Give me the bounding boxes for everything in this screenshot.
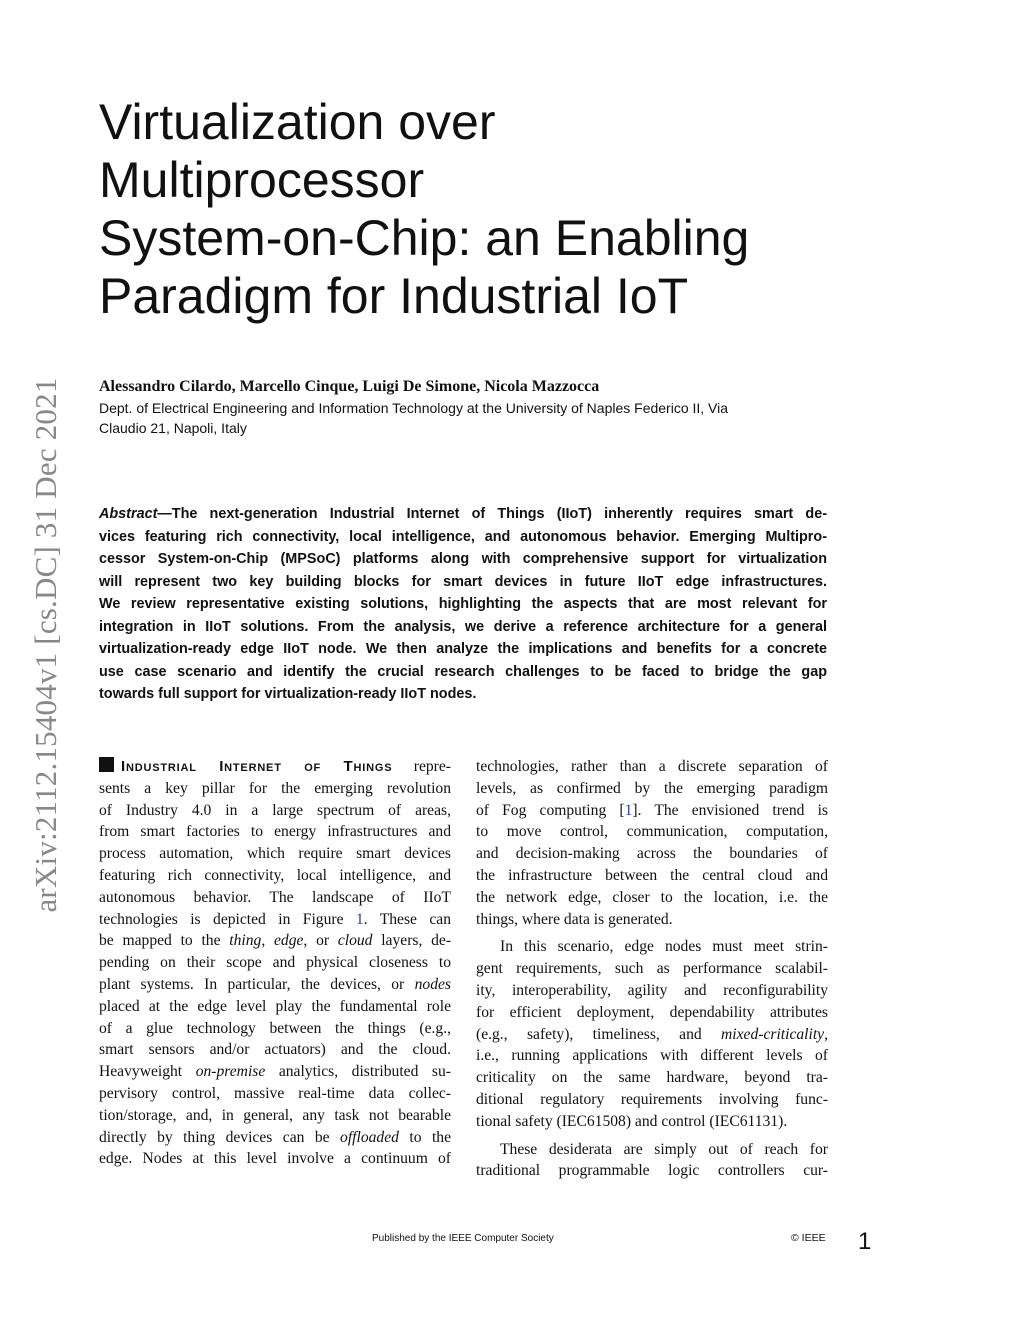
- body-line: the infrastructure between the central cloud and: [476, 866, 828, 884]
- abstract-line: vices featuring rich connectivity, local intelligence, and autonomous behavior. Emerging Multipro-: [99, 528, 827, 545]
- body-line: process automation, which require smart devices: [99, 845, 451, 863]
- body-line: tional safety (IEC61508) and control (IEC61131).: [476, 1112, 788, 1130]
- affiliation: [99, 398, 829, 438]
- body-line: levels, as confirmed by the emerging paradigm: [476, 779, 828, 797]
- title-line: System-on-Chip: an Enabling: [99, 210, 750, 266]
- body-line: from smart factories to energy infrastructures and: [99, 823, 451, 841]
- body-line: In this scenario, edge nodes must meet strin-: [500, 938, 828, 956]
- affiliation-line: Dept. of Electrical Engineering and Information Technology at the University of Naples Federico II, Via: [99, 400, 729, 416]
- page-number: 1: [858, 1228, 872, 1255]
- body-line: pending on their scope and physical closeness to: [99, 954, 451, 972]
- body-line: sents a key pillar for the emerging revolution: [99, 779, 451, 797]
- body-line: of a glue technology between the things (e.g.,: [99, 1019, 451, 1037]
- title-line: Virtualization over: [99, 94, 496, 150]
- body-line: smart sensors and/or actuators) and the cloud.: [99, 1041, 451, 1059]
- author-list: Alessandro Cilardo, Marcello Cinque, Luigi De Simone, Nicola Mazzocca: [99, 378, 600, 395]
- abstract-line: towards full support for virtualization-ready IIoT nodes.: [99, 686, 477, 702]
- arxiv-stamp: [10, 350, 82, 940]
- title-line: Paradigm for Industrial IoT: [99, 268, 689, 324]
- body-line: featuring rich connectivity, local intelligence, and: [99, 866, 451, 884]
- body-line: be mapped to the thing, edge, or cloud layers, de-: [99, 932, 452, 950]
- abstract-line: integration in IIoT solutions. From the analysis, we derive a reference architecture for a general: [99, 618, 827, 635]
- body-line: pervisory control, massive real-time data collec-: [99, 1084, 451, 1102]
- abstract-line: use case scenario and identify the crucial research challenges to be faced to bridge the gap: [99, 663, 827, 680]
- body-line: for efficient deployment, dependability attributes: [476, 1003, 828, 1021]
- body-line: the network edge, closer to the location, i.e. the: [476, 888, 828, 906]
- body-line: to move control, communication, computation,: [476, 823, 828, 841]
- abstract: [99, 503, 827, 706]
- body-line: edge. Nodes at this level involve a continuum of: [99, 1150, 451, 1168]
- body-column-right: [476, 756, 828, 1182]
- body-line: ity, interoperability, agility and reconfigurability: [476, 981, 828, 999]
- body-line: and decision-making across the boundaries of: [476, 845, 828, 863]
- body-line: (e.g., safety), timeliness, and mixed-criticality,: [476, 1025, 828, 1043]
- body-line: of Industry 4.0 in a large spectrum of areas,: [99, 801, 451, 819]
- affiliation-line: Claudio 21, Napoli, Italy: [99, 420, 247, 436]
- citation-link[interactable]: 1: [624, 801, 633, 819]
- abstract-line: will represent two key building blocks for smart devices in future IIoT edge infrastructures.: [99, 573, 827, 590]
- body-line: Heavyweight on-premise analytics, distributed su-: [99, 1063, 451, 1081]
- section-marker-square: [99, 757, 114, 772]
- abstract-line: virtualization-ready edge IIoT node. We then analyze the implications and benefits for a concrete: [99, 641, 827, 657]
- abstract-label: Abstract: [99, 506, 158, 522]
- body-line: gent requirements, such as performance scalabil-: [476, 960, 828, 978]
- figure-reference-link[interactable]: 1: [355, 910, 364, 928]
- body-line: things, where data is generated.: [476, 910, 673, 928]
- arxiv-id: arXiv:2112.15404v1 [cs.DC] 31 Dec 2021: [28, 377, 63, 913]
- body-line: traditional programmable logic controllers cur-: [476, 1162, 828, 1180]
- title-line: Multiprocessor: [99, 152, 425, 208]
- body-line: criticality on the same hardware, beyond tra-: [476, 1069, 828, 1087]
- body-line: placed at the edge level play the fundamental role: [99, 997, 451, 1015]
- body-line: These desiderata are simply out of reach for: [500, 1140, 828, 1158]
- abstract-text: —The next-generation Industrial Internet of Things (IIoT) inherently requires smart de-: [157, 506, 827, 522]
- section-heading: Industrial Internet of Things: [121, 758, 393, 775]
- footer-publisher: Published by the IEEE Computer Society: [372, 1233, 554, 1244]
- body-line: Industrial Internet of Things repre-: [99, 756, 451, 778]
- body-line: technologies, rather than a discrete separation of: [476, 758, 828, 775]
- body-line: i.e., running applications with different levels of: [476, 1047, 828, 1065]
- body-line: ditional regulatory requirements involving func-: [476, 1090, 828, 1108]
- body-line: autonomous behavior. The landscape of IIoT: [99, 888, 451, 906]
- abstract-line: cessor System-on-Chip (MPSoC) platforms along with comprehensive support for virtualization: [99, 551, 827, 567]
- abstract-line: [99, 503, 827, 526]
- body-column-left: [99, 756, 451, 1170]
- abstract-line: We review representative existing solutions, highlighting the aspects that are most relevant for: [99, 596, 827, 612]
- body-line: plant systems. In particular, the devices, or nodes: [99, 975, 451, 993]
- body-line: tion/storage, and, in general, any task not bearable: [99, 1106, 451, 1124]
- body-line: directly by thing devices can be offloaded to the: [99, 1128, 451, 1146]
- footer-copyright: © IEEE: [791, 1232, 826, 1244]
- body-line: technologies is depicted in Figure 1. These can: [99, 910, 451, 928]
- body-line: of Fog computing [1]. The envisioned trend is: [476, 801, 828, 819]
- paper-title: [99, 93, 819, 325]
